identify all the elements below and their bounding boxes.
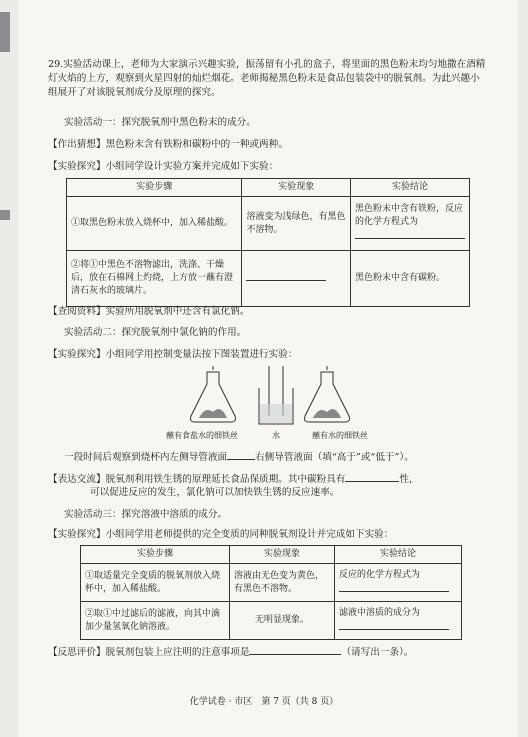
explore-1-tag: 【实验探究】 (48, 161, 106, 172)
explore-3 (48, 528, 488, 542)
reflection: 【反思评价】脱氧剂包装上应注明的注意事项是 （请写出一条）。 (48, 647, 414, 658)
table1-header-phen: 实验现象 (242, 179, 351, 197)
activity-3: 实验活动三：探究溶液中溶质的成分。 (64, 509, 228, 520)
table2-header-step: 实验步骤 (81, 546, 230, 564)
beaker-water (260, 404, 292, 423)
figure-label-right: 蘸有水的细铁丝 (312, 431, 368, 440)
table1-header-step: 实验步骤 (67, 179, 242, 197)
table2-r1-concl: 反应的化学方程式为 (335, 564, 462, 602)
explore-3-text: 小组同学用老师提供的完全变质的同种脱氧剂设计并完成如下实验： (105, 529, 394, 540)
right-steel-wool (313, 409, 341, 418)
page-edge-mark (0, 12, 10, 52)
table2-r1-phen: 溶液由无色变为黄色，有黑色不溶物。 (230, 564, 335, 602)
table2-r2-concl: 滤液中溶质的成分为 (335, 602, 462, 640)
explore-3-tag: 【实验探究】 (48, 529, 106, 540)
table1-r2-phen (242, 251, 351, 307)
activity-2: 实验活动二：探究脱氧剂中氯化钠的作用。 (64, 327, 247, 338)
explore-1 (48, 160, 488, 174)
explore-2-text: 小组同学用控制变量法按下图装置进行实验： (105, 349, 298, 360)
table2-r2-step: ②取①中过滤后的滤液，向其中滴加少量氢氧化钠溶液。 (81, 602, 230, 640)
answer-blank[interactable] (345, 472, 399, 482)
explore-1-text: 小组同学设计实验方案并完成如下实验： (105, 161, 279, 172)
exchange-tag: 【表达交流】 (48, 474, 106, 485)
table1-header-concl: 实验结论 (351, 179, 470, 197)
answer-blank[interactable] (339, 582, 449, 592)
hypothesis (48, 138, 488, 152)
page-edge-mark (0, 210, 10, 220)
experiment-table-1 (66, 178, 470, 307)
question-intro: 29.实验活动课上，老师为大家演示兴趣实验，振荡留有小孔的盒子，将里面的黑色粉末均匀地撒在酒精灯火焰的上方，观察到火星四射的灿烂烟花。老师揭秘黑色粉末是食品包装袋中的脱氧剂。为此兴趣小组展开了对该脱氧剂成分及原理的探究。 (48, 59, 486, 98)
table2-r1-step: ①取适量完全变质的脱氧剂放入烧杯中，加入稀盐酸。 (81, 564, 230, 602)
answer-blank[interactable] (246, 271, 326, 281)
table2-r2-phen: 无明显现象。 (230, 602, 335, 640)
explore-2 (48, 348, 488, 362)
hypothesis-tag: 【作出猜想】 (48, 139, 106, 150)
explore-2-tag: 【实验探究】 (48, 349, 106, 360)
reference-text: 实验所用脱氧剂中还含有氯化钠。 (105, 306, 250, 317)
experiment-table-2 (80, 545, 462, 640)
observation: 一段时间后观察到烧杯内左侧导管液面 右侧导管液面（填“高于”或“低于”）。 (64, 452, 414, 463)
answer-blank[interactable] (339, 620, 449, 630)
answer-blank[interactable] (249, 645, 341, 655)
table1-r2-step: ②将①中黑色不溶物滤出，洗涤、干燥后，放在石棉网上灼烧，上方放一蘸有澄清石灰水的玻璃片。 (67, 251, 242, 307)
table2-header-phen: 实验现象 (230, 546, 335, 564)
figure-label-left: 蘸有食盐水的细铁丝 (166, 431, 238, 440)
figure-label-water: 水 (272, 431, 280, 440)
expression-exchange: 【表达交流】脱氧剂利用铁生锈的原理延长食品保质期。其中碳粉具有 性， (48, 474, 419, 485)
left-steel-wool (199, 409, 227, 418)
hypothesis-text: 黑色粉末含有铁粉和碳粉中的一种或两种。 (105, 139, 288, 150)
table1-r2-concl: 黑色粉末中含有碳粉。 (351, 251, 470, 307)
page-footer: 化学试卷 · 市区 第 7 页（共 8 页） (189, 697, 339, 707)
table1-r1-phen: 溶液变为浅绿色，有黑色不溶物。 (242, 197, 351, 251)
table1-r1-step: ①取黑色粉末放入烧杯中，加入稀盐酸。 (67, 197, 242, 251)
expression-exchange-2: 可以促进反应的发生，氯化钠可以加快铁生锈的反应速率。 (90, 487, 340, 498)
table2-header-concl: 实验结论 (335, 546, 462, 564)
reference-info (48, 305, 488, 319)
reference-tag: 【查阅资料】 (48, 306, 106, 317)
activity-1: 实验活动一：探究脱氧剂中黑色粉末的成分。 (64, 117, 256, 128)
table1-r1-concl: 黑色粉末中含有铁粉，反应的化学方程式为 (351, 197, 470, 251)
answer-blank[interactable] (355, 229, 465, 239)
apparatus-figure (185, 366, 365, 428)
reflection-tag: 【反思评价】 (48, 647, 106, 658)
answer-blank[interactable] (227, 450, 255, 460)
